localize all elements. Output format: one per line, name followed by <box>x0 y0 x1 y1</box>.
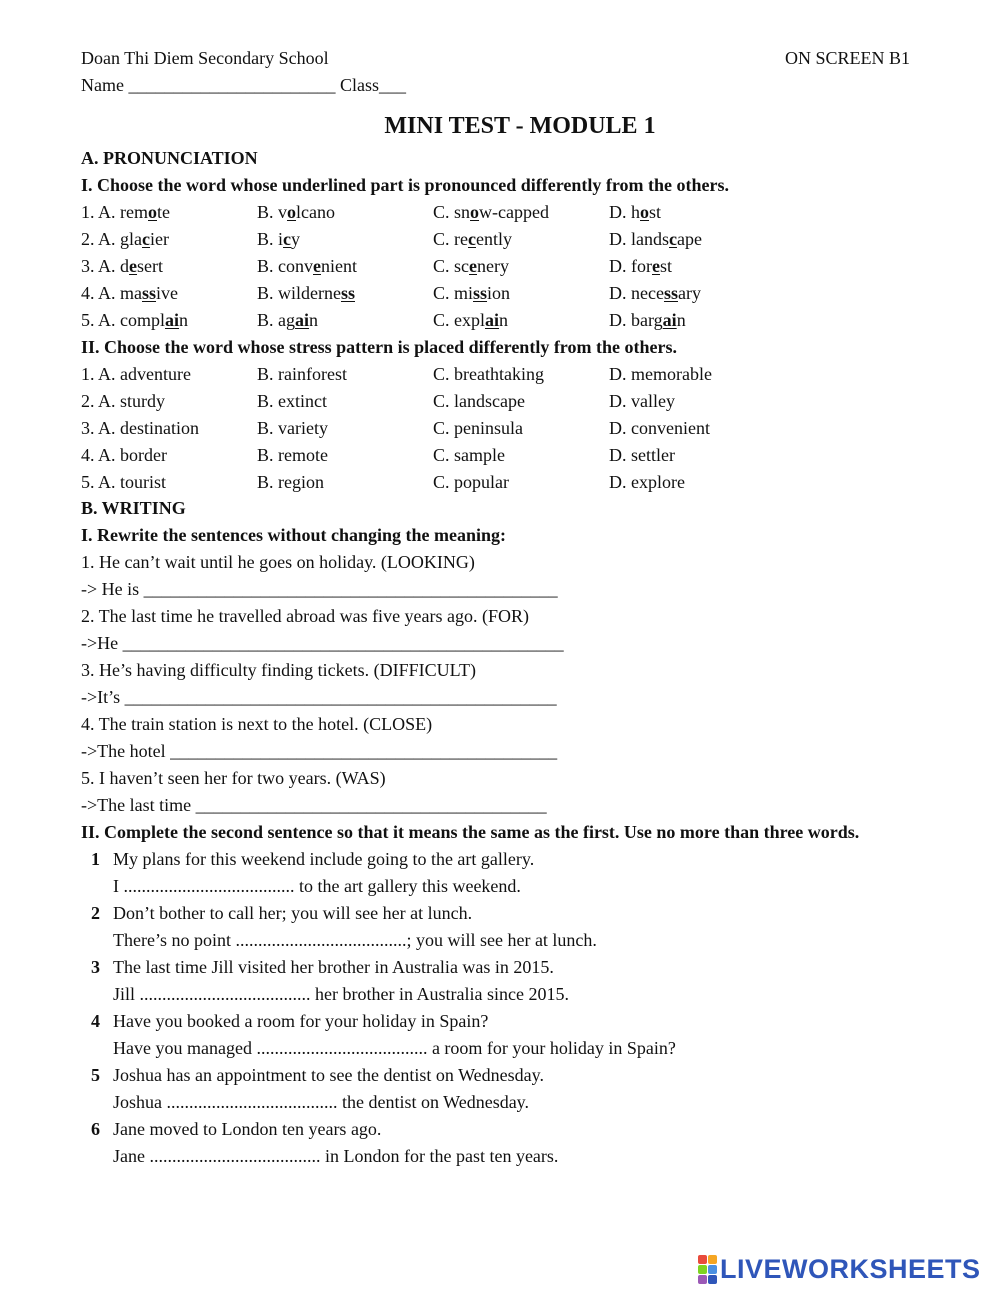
option-text: w-capped <box>479 202 549 222</box>
underlined-part: ss <box>473 283 488 303</box>
option-text: st <box>649 202 662 222</box>
underlined-part: ss <box>663 283 678 303</box>
item-number: 2 <box>91 903 100 923</box>
logo-square <box>698 1275 707 1284</box>
complete-question: My plans for this weekend include going to the art gallery. <box>113 849 535 869</box>
pronunciation-instruction: I. Choose the word whose underlined part is pronounced differently from the others. <box>81 175 730 195</box>
pron-option-2-a <box>81 228 169 250</box>
section-b-heading: B. WRITING <box>81 498 186 518</box>
option-text: 5. A. compl <box>81 310 165 330</box>
pron-option-3-d <box>609 255 672 277</box>
complete-question: Joshua has an appointment to see the dentist on Wednesday. <box>113 1065 544 1085</box>
rewrite-question: 2. The last time he travelled abroad was five years ago. (FOR) <box>81 606 530 626</box>
stress-option-3-a: 3. A. destination <box>81 418 199 438</box>
stress-option-2-d: D. valley <box>609 391 675 411</box>
pron-option-1-a <box>81 201 170 223</box>
option-text: sert <box>137 256 164 276</box>
underlined-part: ai <box>485 310 500 330</box>
section-a-heading: A. PRONUNCIATION <box>81 148 258 168</box>
underlined-part: ai <box>662 310 677 330</box>
underlined-part: c <box>283 229 292 249</box>
option-text: ary <box>677 283 701 303</box>
pron-option-3-b <box>257 255 357 277</box>
option-text: n <box>309 310 319 330</box>
pron-option-2-d <box>609 228 702 250</box>
logo-text: LIVEWORKSHEETS <box>720 1253 981 1284</box>
underlined-part: o <box>470 202 480 222</box>
underlined-part: ai <box>295 310 310 330</box>
pron-option-4-c <box>433 282 510 304</box>
complete-question: Don’t bother to call her; you will see her at lunch. <box>113 903 473 923</box>
option-text: nient <box>321 256 357 276</box>
option-text: st <box>660 256 673 276</box>
pron-option-1-d <box>609 201 661 223</box>
complete-answer-line[interactable]: Joshua ...................................... the dentist on Wednesday. <box>113 1092 530 1112</box>
stress-option-4-d: D. settler <box>609 445 675 465</box>
complete-answer-line[interactable]: There’s no point ......................................; you will see her at lunch. <box>113 930 597 950</box>
option-text: D. for <box>609 256 652 276</box>
underlined-part: ss <box>340 283 355 303</box>
item-number: 1 <box>91 849 100 869</box>
underlined-part: c <box>468 229 476 249</box>
option-text: 4. A. ma <box>81 283 142 303</box>
stress-option-4-b: B. remote <box>257 445 328 465</box>
underlined-part: c <box>142 229 150 249</box>
logo-icon <box>698 1255 717 1284</box>
underlined-part: e <box>129 256 138 276</box>
stress-option-5-b: B. region <box>257 472 324 492</box>
option-text: B. v <box>257 202 288 222</box>
item-number: 4 <box>91 1011 100 1031</box>
option-text: C. expl <box>433 310 485 330</box>
underlined-part: ai <box>165 310 180 330</box>
pron-option-4-b <box>257 282 355 304</box>
option-text: B. wilderne <box>257 283 341 303</box>
rewrite-answer-line[interactable]: -> He is ______________________________________________ <box>81 579 558 599</box>
pron-option-4-a <box>81 282 178 304</box>
page-title: MINI TEST - MODULE 1 <box>384 113 656 139</box>
stress-option-3-b: B. variety <box>257 418 328 438</box>
complete-answer-line[interactable]: Jane ...................................... in London for the past ten years. <box>113 1146 559 1166</box>
option-text: B. ag <box>257 310 295 330</box>
complete-answer-line[interactable]: Have you managed ...................................... a room for your holiday in Spain? <box>113 1038 676 1058</box>
logo-square <box>698 1255 707 1264</box>
logo-square <box>708 1265 717 1274</box>
stress-option-4-c: C. sample <box>433 445 505 465</box>
complete-question: The last time Jill visited her brother in Australia was in 2015. <box>113 957 554 977</box>
underlined-part: e <box>313 256 321 276</box>
option-text: C. sn <box>433 202 471 222</box>
stress-option-5-c: C. popular <box>433 472 509 492</box>
logo-square <box>698 1265 707 1274</box>
option-text: ape <box>677 229 702 249</box>
rewrite-answer-line[interactable]: ->The last time _______________________________________ <box>81 795 547 815</box>
underlined-part: c <box>669 229 677 249</box>
rewrite-answer-line[interactable]: ->He _________________________________________________ <box>81 633 564 653</box>
complete-instruction: II. Complete the second sentence so that it means the same as the first. Use no more than three words. <box>81 822 860 842</box>
stress-option-5-d: D. explore <box>609 472 685 492</box>
stress-option-1-c: C. breathtaking <box>433 364 544 384</box>
rewrite-question: 3. He’s having difficulty finding tickets. (DIFFICULT) <box>81 660 476 680</box>
underlined-part: o <box>640 202 649 222</box>
option-text: n <box>179 310 189 330</box>
logo-square <box>708 1275 717 1284</box>
school-name: Doan Thi Diem Secondary School <box>81 48 329 68</box>
option-text: te <box>157 202 170 222</box>
pron-option-5-b <box>257 309 318 331</box>
pron-option-1-b <box>257 201 335 223</box>
rewrite-question: 1. He can’t wait until he goes on holiday. (LOOKING) <box>81 552 475 572</box>
pron-option-1-c <box>433 201 549 223</box>
pron-option-3-a <box>81 255 163 277</box>
option-text: ive <box>156 283 179 303</box>
option-text: 2. A. gla <box>81 229 142 249</box>
pron-option-2-c <box>433 228 512 250</box>
underlined-part: ss <box>142 283 157 303</box>
logo-square <box>708 1255 717 1264</box>
item-number: 3 <box>91 957 100 977</box>
item-number: 5 <box>91 1065 100 1085</box>
pron-option-5-a <box>81 309 188 331</box>
pron-option-5-d <box>609 309 686 331</box>
stress-option-1-a: 1. A. adventure <box>81 364 191 384</box>
item-number: 6 <box>91 1119 100 1139</box>
rewrite-answer-line[interactable]: ->The hotel ___________________________________________ <box>81 741 558 761</box>
pron-option-3-c <box>433 255 509 277</box>
pron-option-5-c <box>433 309 508 331</box>
option-text: nery <box>477 256 509 276</box>
pron-option-2-b <box>257 228 300 250</box>
pron-option-4-d <box>609 282 701 304</box>
option-text: lcano <box>296 202 335 222</box>
complete-question: Have you booked a room for your holiday in Spain? <box>113 1011 489 1031</box>
complete-answer-line[interactable]: I ...................................... to the art gallery this weekend. <box>113 876 521 896</box>
stress-instruction: II. Choose the word whose stress pattern is placed differently from the others. <box>81 337 677 357</box>
option-text: ier <box>150 229 169 249</box>
liveworksheets-logo <box>698 1253 981 1285</box>
stress-option-1-b: B. rainforest <box>257 364 347 384</box>
stress-option-1-d: D. memorable <box>609 364 712 384</box>
option-text: 3. A. d <box>81 256 130 276</box>
stress-option-2-a: 2. A. sturdy <box>81 391 166 411</box>
rewrite-question: 4. The train station is next to the hotel. (CLOSE) <box>81 714 433 734</box>
option-text: C. mi <box>433 283 474 303</box>
stress-option-5-a: 5. A. tourist <box>81 472 167 492</box>
stress-option-4-a: 4. A. border <box>81 445 167 465</box>
underlined-part: e <box>652 256 660 276</box>
option-text: n <box>499 310 509 330</box>
stress-option-2-b: B. extinct <box>257 391 327 411</box>
option-text: D. nece <box>609 283 664 303</box>
option-text: D. barg <box>609 310 663 330</box>
option-text: ently <box>476 229 512 249</box>
rewrite-question: 5. I haven’t seen her for two years. (WAS) <box>81 768 386 788</box>
option-text: B. conv <box>257 256 313 276</box>
option-text: y <box>291 229 301 249</box>
option-text: D. lands <box>609 229 669 249</box>
option-text: ion <box>487 283 511 303</box>
option-text: D. h <box>609 202 640 222</box>
underlined-part: o <box>148 202 157 222</box>
underlined-part: o <box>287 202 297 222</box>
option-text: 1. A. rem <box>81 202 148 222</box>
rewrite-instruction: I. Rewrite the sentences without changing the meaning: <box>81 525 506 545</box>
stress-option-3-d: D. convenient <box>609 418 710 438</box>
underlined-part: e <box>469 256 477 276</box>
book-name: ON SCREEN B1 <box>785 48 911 68</box>
stress-option-3-c: C. peninsula <box>433 418 523 438</box>
option-text: B. i <box>257 229 284 249</box>
complete-question: Jane moved to London ten years ago. <box>113 1119 382 1139</box>
complete-answer-line[interactable]: Jill ...................................... her brother in Australia since 2015. <box>113 984 569 1004</box>
rewrite-answer-line[interactable]: ->It’s ________________________________________________ <box>81 687 557 707</box>
stress-option-2-c: C. landscape <box>433 391 525 411</box>
option-text: C. sc <box>433 256 469 276</box>
option-text: C. re <box>433 229 468 249</box>
name-class-line: Name _______________________ Class___ <box>81 75 406 95</box>
option-text: n <box>676 310 686 330</box>
